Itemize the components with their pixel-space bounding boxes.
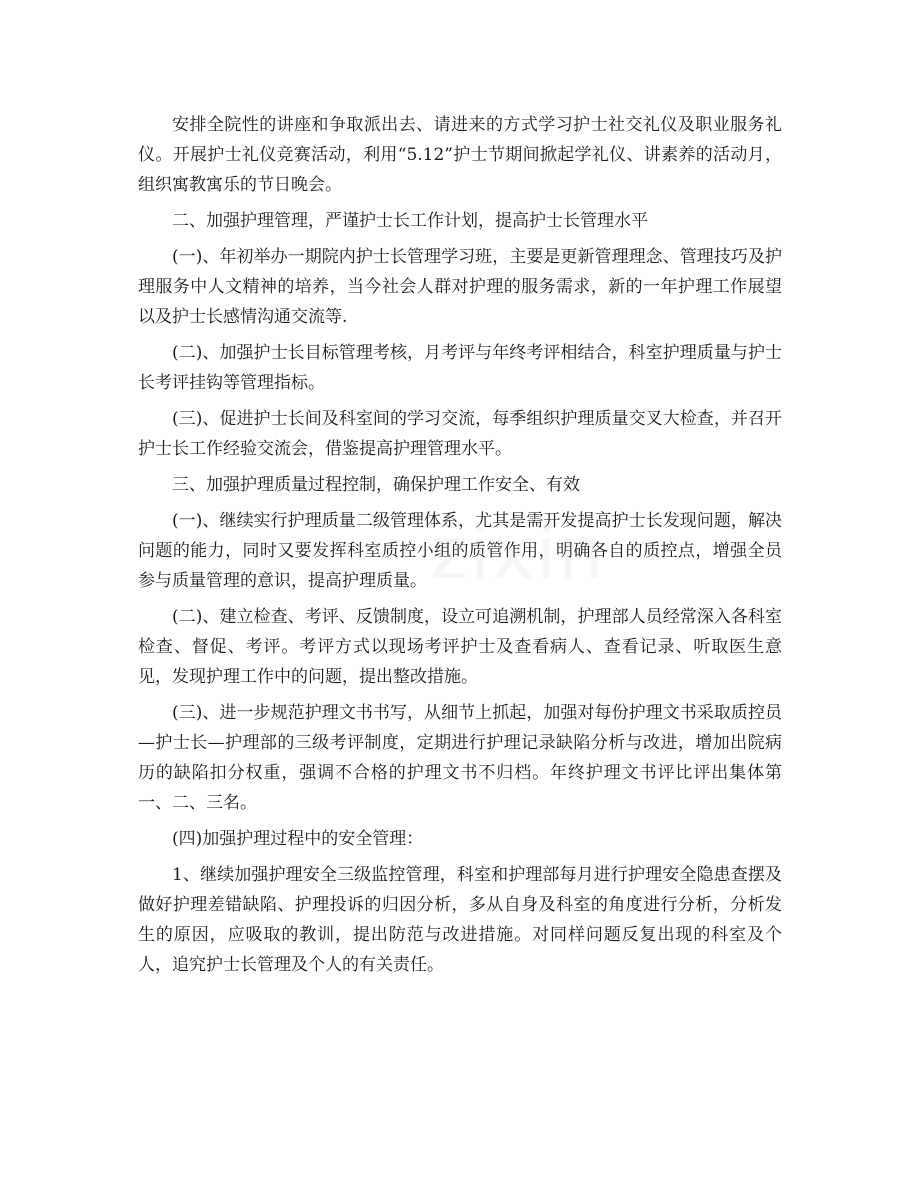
section-heading-3: 三、加强护理质量过程控制，确保护理工作安全、有效 (172, 475, 580, 495)
subsection-heading-3-4: (四)加强护理过程中的安全管理： (172, 829, 424, 849)
document-body (138, 110, 782, 986)
paragraph-intro: 安排全院性的讲座和争取派出去、请进来的方式学习护士社交礼仪及职业服务礼仪。开展护士礼仪竞赛活动，利用“5.12”护士节期间掀起学礼仪、讲素养的活动月，组织寓教寓乐的节日晚会。 (138, 115, 782, 195)
watermark: zixin (430, 511, 607, 595)
section-heading-2: 二、加强护理管理，严谨护士长工作计划，提高护士长管理水平 (172, 211, 648, 231)
paragraph-2-2: (二)、加强护士长目标管理考核，月考评与年终考评相结合，科室护理质量与护士长考评挂钩等管理指标。 (138, 343, 782, 393)
paragraph-2-1: (一)、年初举办一期院内护士长管理学习班，主要是更新管理理念、管理技巧及护理服务中人文精神的培养，当今社会人群对护理的服务需求，新的一年护理工作展望以及护士长感情沟通交流等. (138, 247, 782, 327)
paragraph-2-3: (三)、促进护士长间及科室间的学习交流，每季组织护理质量交叉大检查，并召开护士长工作经验交流会，借鉴提高护理管理水平。 (138, 409, 782, 459)
paragraph-3-3: (三)、进一步规范护理文书书写，从细节上抓起，加强对每份护理文书采取质控员—护士长—护理部的三级考评制度，定期进行护理记录缺陷分析与改进，增加出院病历的缺陷扣分权重，强调不合格的护理文书不归档。年终护理文书评比评出集体第一、二、三名。 (138, 703, 782, 813)
paragraph-3-1: (一)、继续实行护理质量二级管理体系，尤其是需开发提高护士长发现问题，解决问题的能力，同时又要发挥科室质控小组的质管作用，明确各自的质控点，增强全员参与质量管理的意识，提高护理质量。 (138, 511, 782, 591)
paragraph-3-2: (二)、建立检查、考评、反馈制度，设立可追溯机制，护理部人员经常深入各科室检查、督促、考评。考评方式以现场考评护士及查看病人、查看记录、听取医生意见，发现护理工作中的问题，提出整改措施。 (138, 607, 782, 687)
paragraph-3-4-1: 1、继续加强护理安全三级监控管理，科室和护理部每月进行护理安全隐患查摆及做好护理差错缺陷、护理投诉的归因分析，多从自身及科室的角度进行分析，分析发生的原因，应吸取的教训，提出防范与改进措施。对同样问题反复出现的科室及个人，追究护士长管理及个人的有关责任。 (138, 865, 782, 975)
